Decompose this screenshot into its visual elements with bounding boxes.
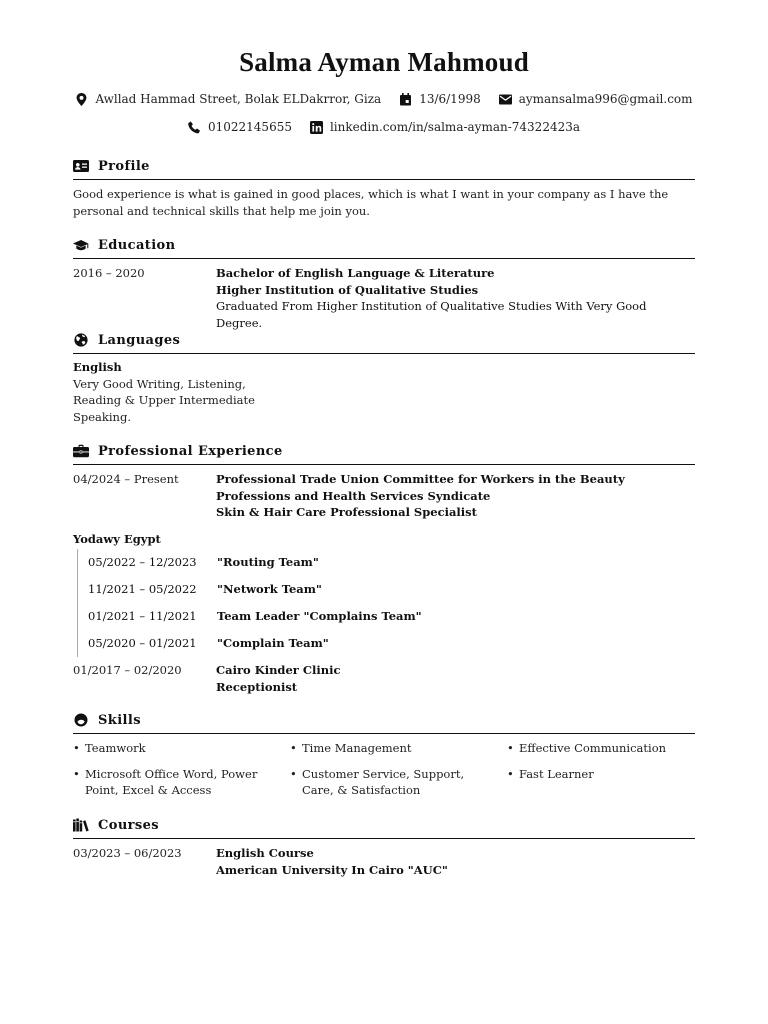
profile-section (73, 156, 695, 219)
graduation-cap-icon (73, 238, 89, 252)
books-icon (73, 818, 89, 832)
job-details (216, 662, 695, 695)
briefcase-icon (73, 444, 89, 458)
company-roles-timeline (77, 549, 695, 657)
role-title: "Complain Team" (217, 636, 329, 651)
course-name: English Course (216, 846, 314, 860)
contact-birthdate (399, 92, 481, 106)
experience-title: Professional Experience (98, 443, 283, 459)
languages-header (73, 330, 695, 354)
experience-header (73, 441, 695, 465)
candidate-name: Salma Ayman Mahmoud (239, 47, 529, 77)
job-entry (73, 471, 695, 521)
skill-item: • Effective Communication (507, 741, 667, 755)
role-date: 01/2021 – 11/2021 (88, 609, 197, 624)
experience-section (73, 441, 695, 695)
role-title: Team Leader "Complains Team" (217, 609, 422, 624)
id-card-icon (73, 159, 89, 173)
courses-header (73, 815, 695, 839)
contact-address (75, 92, 381, 106)
calendar-icon (399, 93, 412, 106)
puzzle-icon (73, 713, 89, 727)
linkedin-icon (310, 121, 323, 134)
company-role-row (88, 576, 695, 603)
company-role-row (88, 549, 695, 576)
phone-text: 01022145655 (207, 120, 292, 134)
job-role: Receptionist (216, 679, 298, 694)
company-role-row (88, 630, 695, 657)
role-date: 05/2020 – 01/2021 (88, 636, 197, 651)
languages-title: Languages (98, 332, 181, 348)
contact-row-2 (0, 120, 768, 134)
skills-title: Skills (98, 712, 141, 728)
education-degree: Bachelor of English Language & Literature (216, 266, 495, 280)
language-name: English (73, 360, 122, 374)
education-section (73, 235, 695, 331)
skills-section (73, 710, 695, 799)
language-level-line: Speaking. (73, 409, 131, 424)
contact-row-1 (0, 92, 768, 106)
globe-icon (73, 333, 89, 347)
course-details (216, 845, 695, 878)
education-entry (73, 265, 695, 331)
role-date: 11/2021 – 05/2022 (88, 582, 197, 597)
birthdate-text: 13/6/1998 (419, 92, 481, 106)
education-details (216, 265, 695, 331)
role-title: "Network Team" (217, 582, 322, 597)
email-text: aymansalma996@gmail.com (518, 92, 693, 106)
education-date: 2016 – 2020 (73, 266, 145, 280)
role-title: "Routing Team" (217, 555, 319, 570)
skill-item: • Time Management (290, 741, 412, 755)
phone-icon (188, 121, 201, 134)
contact-phone[interactable] (188, 120, 292, 134)
contact-email[interactable] (499, 92, 693, 106)
job-date: 04/2024 – Present (73, 472, 179, 486)
language-level-line: Reading & Upper Intermediate (73, 393, 255, 407)
job-date: 01/2017 – 02/2020 (73, 663, 182, 677)
skill-item: • Teamwork (73, 741, 146, 755)
company-role-row (88, 603, 695, 630)
education-title: Education (98, 237, 176, 253)
education-header (73, 235, 695, 259)
job-org: Cairo Kinder Clinic (216, 663, 341, 677)
company-name: Yodawy Egypt (73, 531, 161, 546)
job-org: Professional Trade Union Committee for Workers in the Beauty Professions and Health Services Syndicate (216, 472, 625, 503)
job-entry (73, 662, 695, 695)
linkedin-text: linkedin.com/in/salma-ayman-74322423a (329, 120, 581, 134)
courses-section (73, 815, 695, 878)
profile-text: Good experience is what is gained in good places, which is what I want in your company as I have the personal and technical skills that help me join you. (73, 187, 669, 218)
courses-title: Courses (98, 817, 160, 833)
skill-item: • Microsoft Office Word, Power Point, Excel & Access (73, 766, 258, 797)
map-pin-icon (75, 93, 88, 106)
job-role: Skin & Hair Care Professional Specialist (216, 505, 477, 519)
skill-item: • Customer Service, Support, Care, & Satisfaction (290, 766, 465, 797)
skill-item: • Fast Learner (507, 766, 594, 781)
course-date: 03/2023 – 06/2023 (73, 846, 182, 860)
role-date: 05/2022 – 12/2023 (88, 555, 197, 570)
course-institution: American University In Cairo "AUC" (216, 862, 448, 877)
profile-header (73, 156, 695, 180)
envelope-icon (499, 93, 512, 106)
contact-linkedin[interactable] (310, 120, 580, 134)
skills-list (73, 740, 695, 799)
education-note: Graduated From Higher Institution of Qualitative Studies With Very Good Degree. (216, 299, 647, 330)
address-text: Awllad Hammad Street, Bolak ELDakrror, Giza (95, 92, 382, 106)
skills-header (73, 710, 695, 734)
education-school: Higher Institution of Qualitative Studies (216, 282, 479, 297)
languages-section (73, 330, 695, 425)
profile-title: Profile (98, 158, 150, 174)
language-entry (73, 359, 695, 425)
course-entry (73, 845, 695, 878)
job-details (216, 471, 695, 521)
language-level-line: Very Good Writing, Listening, (73, 376, 246, 391)
